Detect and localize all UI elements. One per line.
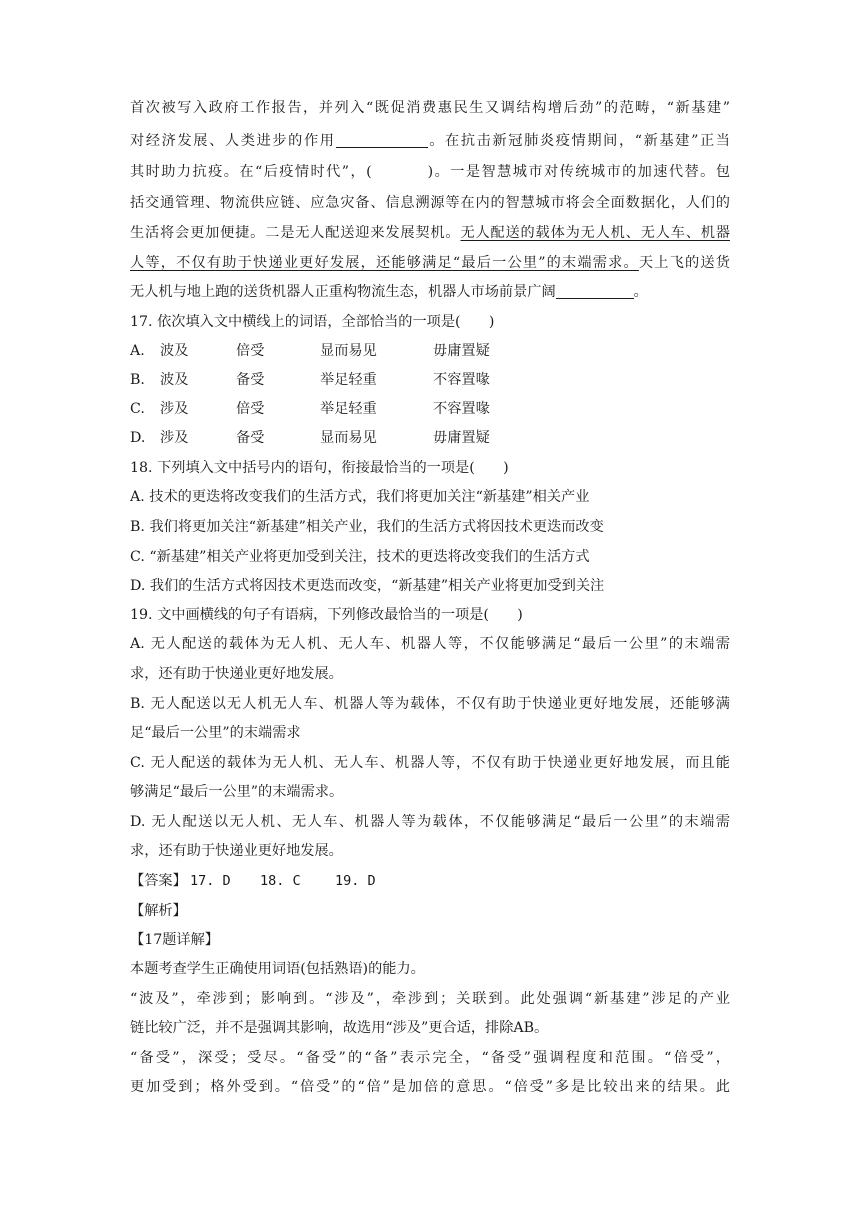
detail-17-label: 【17题详解】 bbox=[130, 932, 219, 948]
analysis-paragraph-1: 本题考查学生正确使用词语(包括熟语)的能力。 bbox=[130, 961, 425, 977]
analysis-label: 【解析】 bbox=[130, 903, 187, 919]
option-word: 毋庸置疑 bbox=[433, 430, 490, 446]
answer-19: 19. D bbox=[335, 873, 376, 889]
analysis-paragraph-3-line-1: “备受”，深受；受尽。“备受”的“备”表示完全，“备受”强调程度和范围。“倍受”， bbox=[130, 1050, 730, 1066]
option-word: 举足轻重 bbox=[320, 372, 377, 388]
option-word: 涉及 bbox=[160, 401, 189, 417]
q18-option-b: B. 我们将更加关注“新基建”相关产业，我们的生活方式将因技术更迭而改变 bbox=[130, 519, 604, 535]
option-letter: B. bbox=[130, 372, 145, 388]
passage-text: 。 bbox=[633, 284, 648, 300]
passage-text: 天上飞的送货 bbox=[638, 255, 730, 271]
q19-option-a-line-2: 求，还有助于快递业更好地发展。 bbox=[130, 666, 343, 682]
passage-line-7 bbox=[130, 282, 648, 302]
passage-line-3 bbox=[130, 162, 730, 182]
q19-option-d-line-2: 求，还有助于快递业更好地发展。 bbox=[130, 843, 343, 859]
option-word: 倍受 bbox=[236, 401, 265, 417]
option-word: 涉及 bbox=[160, 430, 189, 446]
q18-option-d: D. 我们的生活方式将因技术更迭而改变，“新基建”相关产业将更加受到关注 bbox=[130, 578, 605, 594]
passage-text: 对经济发展、人类进步的作用 bbox=[130, 133, 336, 149]
answer-17: 17. D bbox=[190, 873, 231, 889]
passage-text: )。一是智慧城市对传统城市的加速代替。包 bbox=[427, 164, 730, 180]
passage-text: 其时助力抗疫。在“后疫情时代”，( bbox=[130, 164, 372, 180]
option-word: 波及 bbox=[160, 372, 189, 388]
q19-option-c-line-1: C. 无人配送的载体为无人机、无人车、机器人等，不仅有助于快递业更好地发展，而且能 bbox=[130, 755, 730, 771]
passage-line-6 bbox=[130, 253, 730, 273]
option-letter: C. bbox=[130, 401, 145, 417]
passage-text: 。在抗击新冠肺炎疫情期间，“新基建”正当 bbox=[427, 133, 730, 149]
analysis-paragraph-3-line-2: 更加受到；格外受到。“倍受”的“倍”是加倍的意思。“倍受”多是比较出来的结果。此 bbox=[130, 1079, 730, 1095]
option-word: 备受 bbox=[236, 430, 265, 446]
question-17-stem: 17. 依次填入文中横线上的词语，全部恰当的一项是( ) bbox=[130, 314, 495, 330]
option-word: 不容置喙 bbox=[433, 372, 490, 388]
q19-option-a-line-1: A. 无人配送的载体为无人机、无人车、机器人等，不仅能够满足“最后一公里”的末端需 bbox=[130, 636, 730, 652]
analysis-paragraph-2-line-2: 链比较广泛，并不是强调其影响，故选用“涉及”更合适，排除AB。 bbox=[130, 1020, 549, 1036]
question-18-stem: 18. 下列填入文中括号内的语句，衔接最恰当的一项是( ) bbox=[130, 460, 509, 476]
option-word: 显而易见 bbox=[320, 430, 377, 446]
passage-text: 无人机与地上跑的送货机器人正重构物流生态，机器人市场前景广阔 bbox=[130, 284, 556, 300]
analysis-paragraph-2-line-1: “波及”，牵涉到；影响到。“涉及”，牵涉到；关联到。此处强调“新基建”涉足的产业 bbox=[130, 991, 730, 1007]
fill-blank-4 bbox=[556, 283, 634, 299]
q19-option-c-line-2: 够满足“最后一公里”的末端需求。 bbox=[130, 784, 344, 800]
passage-line-2 bbox=[130, 131, 730, 151]
option-letter: A. bbox=[130, 343, 145, 359]
passage-line-4: 括交通管理、物流供应链、应急灾备、信息溯源等在内的智慧城市将会全面数据化，人们的 bbox=[130, 195, 730, 211]
passage-line-5 bbox=[130, 223, 730, 243]
option-word: 举足轻重 bbox=[320, 401, 377, 417]
underlined-sentence: 人等，不仅有助于快递业更好发展，还能够满足“最后一公里”的末端需求。 bbox=[130, 255, 639, 271]
answer-label: 【答案】 bbox=[130, 873, 187, 889]
q18-option-c: C. “新基建”相关产业将更加受到关注，技术的更迭将改变我们的生活方式 bbox=[130, 549, 590, 565]
answer-18: 18. C bbox=[260, 873, 301, 889]
option-word: 倍受 bbox=[236, 343, 265, 359]
q19-option-d-line-1: D. 无人配送以无人机、无人车、机器人等为载体，不仅能够满足“最后一公里”的末端需 bbox=[130, 814, 730, 830]
passage-line-1: 首次被写入政府工作报告，并列入“既促消费惠民生又调结构增后劲”的范畴，“新基建” bbox=[130, 100, 730, 116]
fill-blank-1 bbox=[336, 132, 428, 148]
underlined-sentence: 无人配送的载体为无人机、无人车、机器 bbox=[460, 225, 730, 241]
passage-text: 生活将会更加便捷。二是无人配送迎来发展契机。 bbox=[130, 225, 461, 241]
option-word: 毋庸置疑 bbox=[433, 343, 490, 359]
q19-option-b-line-1: B. 无人配送以无人机无人车、机器人等为载体，不仅有助于快递业更好地发展，还能够满 bbox=[130, 696, 730, 712]
option-word: 显而易见 bbox=[320, 343, 377, 359]
q19-option-b-line-2: 足“最后一公里”的末端需求 bbox=[130, 725, 301, 741]
q18-option-a: A. 技术的更迭将改变我们的生活方式，我们将更加关注“新基建”相关产业 bbox=[130, 489, 590, 505]
question-19-stem: 19. 文中画横线的句子有语病，下列修改最恰当的一项是( ) bbox=[130, 607, 523, 623]
option-word: 波及 bbox=[160, 343, 189, 359]
option-word: 不容置喙 bbox=[433, 401, 490, 417]
option-word: 备受 bbox=[236, 372, 265, 388]
option-letter: D. bbox=[130, 430, 146, 446]
